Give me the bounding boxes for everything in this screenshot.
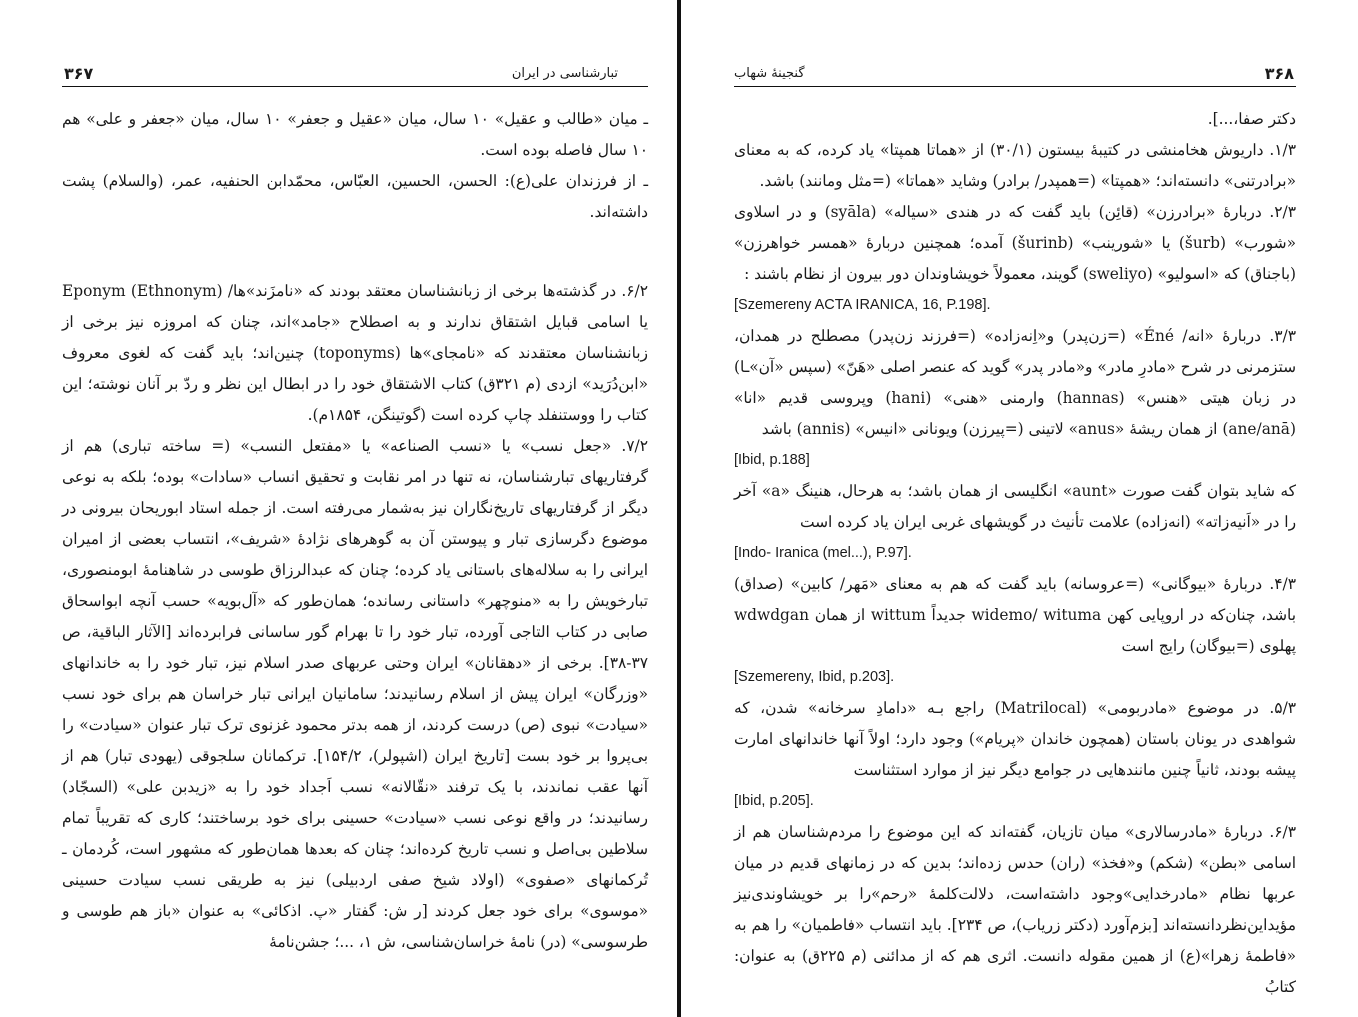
page-number: ۳۶۸ xyxy=(1264,64,1294,83)
running-title: گنجینهٔ شهاب xyxy=(734,66,805,81)
left-page xyxy=(62,0,648,1017)
paragraph: که شاید بتوان گفت صورت «aunt» انگلیسی از همان باشد؛ به هرحال، هنینگ «a» آخر را در «اَنیه‌زاته» (انه‌زاده) علامت تأنیث در گویشهای غربی ایران یاد کرده است xyxy=(734,482,1297,531)
right-page xyxy=(734,0,1296,1017)
paragraph: ۴/۳. دربارهٔ «بیوگانی» (=عروسانه) باید گفت که هم به معنای «مَهر/ کابین» (صداق) باشد، چنان‌که در اروپایی کهن widemo/ wituma جدیداً wittum از همان wdwdgan پهلوی (=بیوگان) رایج است xyxy=(734,575,1296,655)
right-page-header xyxy=(734,62,1296,87)
paragraph: دکتر صفا،...]. xyxy=(1207,110,1296,128)
paragraph: ۱/۳. داریوش هخامنشی در کتیبهٔ بیستون (۳۰/۱) از «هماتا همپتا» یاد کرده، که به معنای «برادرتنی» دانسته‌اند؛ «همپتا» (=همپدر/ برادر) وشاید «هماتا» (=مثل ومانند) باشد. xyxy=(734,141,1296,190)
paragraph: ـ از فرزندان علی(ع): الحسن، الحسین، العبّاس، محمّدابن الحنفیه، عمر، (والسلام) پشت داشته‌اند. xyxy=(62,172,648,221)
paragraph: ۶/۳. دربارهٔ «مادرسالاری» میان تازیان، گفته‌اند که این موضوع را مردم‌شناسان هم از اسامی «بطن» (شکم) و«فخذ» (ران) حدس زده‌اند؛ بدین که در زمانهای قدیم در میان عربها نظام «مادرخدایی»وجود داشته‌است، دلالت‌کلمهٔ «رحم»را بر خویشاوندی‌نیز مؤیداین‌نظردانسته‌اند [بزم‌آورد (دکتر زریاب)، ص ۲۳۴]. باید انتساب «فاطمیان» را هم به «فاطمهٔ زهرا»(ع) از همین مقوله دانست. اثری هم که از مدائنی (م ۲۲۵ق) به عنوان: کتابُ xyxy=(734,823,1296,996)
citation: [Ibid, p.188] xyxy=(734,452,810,468)
citation: [Indo- Iranica (mel...), P.97]. xyxy=(734,545,912,561)
page-gutter xyxy=(677,0,681,1017)
citation: [Szemereny ACTA IRANICA, 16, P.198]. xyxy=(734,297,991,313)
right-page-body xyxy=(734,104,1296,1017)
citation: [Szemereny, Ibid, p.203]. xyxy=(734,669,895,685)
running-title: تبارشناسی در ایران xyxy=(511,66,618,81)
paragraph: ۶/۲. در گذشته‌ها برخی از زبانشناسان معتقد بودند که «نامزَند»ها/ Eponym (Ethnonym) یا اسامی قبایل اشتقاق ندارند و به اصطلاح «جامد»اند، چنان که امروزه نیز برخی از زبانشناسان معتقدند که «نامجای»ها (toponyms) چنین‌اند؛ باید گفت که لغوی معروف «ابن‌دُرَید» ازدی (م ۳۲۱ق) کتاب الاشتقاق خود را در ابطال این نظر و ردّ بر آنان نوشته؛ این کتاب را ووستنفلد چاپ کرده است (گوتینگن، ۱۸۵۴م). xyxy=(62,282,648,424)
left-page-header xyxy=(62,62,648,87)
paragraph: ۷/۲. «جعل نسب» یا «نسب الصناعه» یا «مفتعل النسب» (= ساخته تباری) هم از گرفتاریهای تبارشناسان، نه تنها در امر نقابت و تحقیق انساب «سادات» بوده؛ بلکه به نوعی دیگر از گرفتاریهای تاریخ‌نگاران نیز به‌شمار می‌رفته است. از جمله استاد ابوریحان بیرونی در موضوع دگرسازی تبار و پیوستن آن به گوهرهای نژادهٔ «شریف»، انتساب بعضی از امیران ایرانی را به سلاله‌های باستانی یاد کرده؛ چنان که عبدالرزاق طوسی در شاهنامهٔ ابومنصوری، تبارخویش را به «منوچهر» داستانی رسانده؛ همان‌طور که «آل‌بویه» حسب آنچه ابواسحاق صابی در کتاب التاجی آورده، تبار خود را تا بهرام گور ساسانی فرابرده‌اند [الآثار الباقیة، ص ۳۷-۳۸]. برخی از «دهقانان» ایران وحتی عربهای صدر اسلام نیز، تبار خود را به خاندانهای «وزرگان» ایران پیش از اسلام رسانیدند؛ سامانیان ایرانی تبار خراسان هم برای خود نسب «سیادت» نبوی (ص) درست کردند، از همه بدتر محمود غزنوی ترک تبار عنوان «سیادت» را بی‌پروا بر خود بست [تاریخ ایران (اشپولر)، ۱۵۴/۲]. ترکمانان سلجوقی (یهودی تبار) هم از آنها عقب نماندند، با یک ترفند «نقّالانه» نسب اَجداد خود را به «زیدبن علی» (السجّاد) رسانیدند؛ در واقع نوعی نسب «سیادت» حسینی برای خود برساختند؛ کاری که تقریباً تمام سلاطین بی‌اصل و نسب تاریخ کرده‌اند؛ چنان که بعدها همان‌طور که مشهور است، کُردمان ـ تُرکمانهای «صفوی» (اولاد شیخ صفی اردبیلی) نیز به طریقی نسب سیادت حسینی «موسوی» برای خود جعل کردند [ر ش: گفتار «پ. اذکائی» به عنوان «باز هم طوسی و طرسوسی» (در) نامهٔ خراسان‌شناسی، ش ۱، ...؛ جشن‌نامهٔ xyxy=(62,437,648,951)
paragraph: ۳/۳. دربارهٔ «انه/ Éné» (=زن‌پدر) و«اِنه‌زاده» (=فرزند زن‌پدر) مصطلح در همدان، ستزمرنی در شرح «مادرِ مادر» و«مادر پدر» گوید که عنصر اصلی «هَنّ» (سپس «آن»ـا) در زبان هیتی «هنس» (hannas) وارمنی «هنی» (hani) وپروسی قدیم «انا» (ane/anā) از همان ریشهٔ «anus» لاتینی (=پیرزن) ویونانی «انیس» (annis) باشد xyxy=(734,327,1297,438)
paragraph: ـ میان «طالب و عقیل» ۱۰ سال، میان «عقیل و جعفر» ۱۰ سال، میان «جعفر و علی» هم ۱۰ سال فاصله بوده است. xyxy=(62,110,649,159)
left-page-body xyxy=(62,104,648,1017)
page-number: ۳۶۷ xyxy=(64,64,94,83)
paragraph: ۲/۳. دربارهٔ «برادرزن» (قائِن) باید گفت که در هندی «سیاله» (syāla) و در اسلاوی «شورب» (šurb) یا «شورینب» (šurinb) آمده؛ همچنین دربارهٔ «همسر خواهرزن» (باجناق) که «اسولیو» (sweliyo) گویند، معمولاً خویشاوندان دور بیرون از نظام باشند : xyxy=(734,203,1296,283)
citation: [Ibid, p.205]. xyxy=(734,793,814,809)
paragraph: ۵/۳. در موضوع «مادربومی» (Matrilocal) راجع بـه «دامادِ سرخانه» شدن، که شواهدی در یونان باستان (همچون خاندان «پریام») وجود دارد؛ اولاً آنها خاندانهای امارت پیشه بودند، ثانیاً چنین مانندهایی در جوامع دیگر نیز از موارد استثناست xyxy=(734,699,1297,779)
